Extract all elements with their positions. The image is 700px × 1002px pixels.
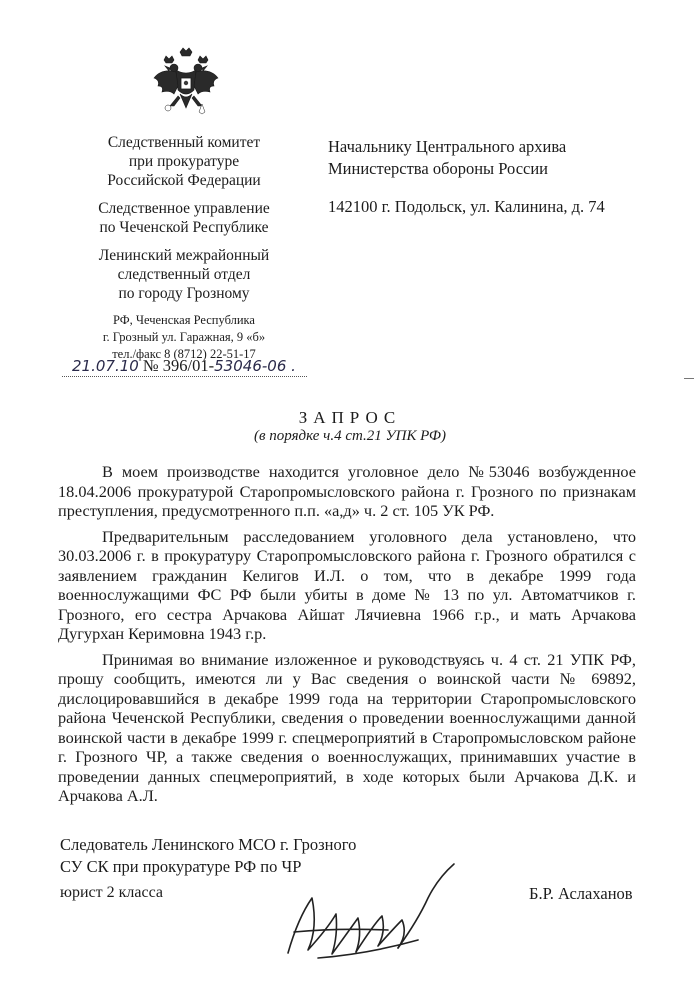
document-title: ЗАПРОС (298, 408, 402, 427)
sender-department-line: следственный отдел (117, 266, 251, 283)
signatory-position-line: Следователь Ленинского МСО г. Грозного (60, 835, 357, 854)
addressee-address: 142100 г. Подольск, ул. Калинина, д. 74 (328, 197, 605, 216)
signatory-position-line: СУ СК при прокуратуре РФ по ЧР (60, 857, 302, 876)
addressee-block (328, 136, 658, 218)
sender-department (80, 246, 288, 303)
reference-number-handwritten: 53046-06 . (214, 357, 296, 375)
margin-mark (684, 378, 694, 379)
body-paragraph: В моем производстве находится уголовное дело №53046 возбужденное 18.04.2006 прокуратурой Старопромысловского района г. Грозного по признакам преступления, предусмотренного п.п. «а,д» ч. 2 ст. 105 УК РФ. (58, 462, 636, 520)
sender-division (80, 199, 288, 237)
sender-department-line: Ленинский межрайонный (98, 247, 270, 264)
body-paragraph: Предварительным расследованием уголовного дела установлено, что 30.03.2006 г. в прокуратуру Старопромысловского района г. Грозного обратился с заявлением гражданин Келигов И.Л. о том, что в декабре 1999 года военнослужащими ФС РФ были убиты в доме № 13 по ул. Автоматчиков г. Грозного, его сестра Арчакова Айшат Лячиевна 1966 г.р., и мать Арчакова Дугурхан Керимовна 1943 г.р. (58, 526, 636, 643)
reference-date: 21.07.10 (72, 357, 139, 375)
sender-contact-line: тел./факс 8 (8712) 22-51-17 (112, 347, 256, 361)
reference-number: 396/01- (162, 356, 215, 375)
reference-number-label: № (142, 356, 159, 375)
document-reference (72, 356, 296, 376)
sender-department-line: по городу Грозному (118, 285, 250, 302)
document-subtitle: (в порядке ч.4 ст.21 УПК РФ) (254, 428, 446, 444)
signatory-rank: юрист 2 класса (60, 884, 163, 901)
russian-coat-of-arms-icon (150, 46, 222, 124)
document-body (58, 462, 636, 812)
reference-underline (62, 376, 307, 377)
sender-division-line: по Чеченской Республике (99, 219, 269, 236)
sender-org-line: Российской Федерации (107, 172, 261, 189)
sender-contact-line: г. Грозный ул. Гаражная, 9 «б» (102, 330, 266, 344)
sender-contact-line: РФ, Чеченская Республика (113, 313, 255, 327)
sender-org (80, 133, 288, 190)
sender-org-line: Следственный комитет (107, 134, 261, 151)
sender-org-line: при прокуратуре (128, 153, 240, 170)
signatory-name: Б.Р. Аслаханов (529, 884, 633, 903)
body-paragraph: Принимая во внимание изложенное и руководствуясь ч. 4 ст. 21 УПК РФ, прошу сообщить, имеются ли у Вас сведения о воинской части № 69892, дислоцировавшийся в декабре 1999 года на территории Старопромысловского района Чеченской Республики, сведения о проведении военнослужащими данной воинской части в декабре 1999 г. спецмероприятий в Старопромысловском районе г. Грозного ЧР, а также сведения о военнослужащих, принимавших участие в проведении данных спецмероприятий, в ходе которых были Арчакова Д.К. и Арчакова А.Л. (58, 649, 636, 805)
addressee-line: Министерства обороны России (328, 159, 548, 178)
addressee-line: Начальнику Центрального архива (328, 137, 567, 156)
handwritten-signature (278, 858, 468, 968)
sender-division-line: Следственное управление (98, 200, 270, 217)
sender-block (80, 133, 288, 363)
